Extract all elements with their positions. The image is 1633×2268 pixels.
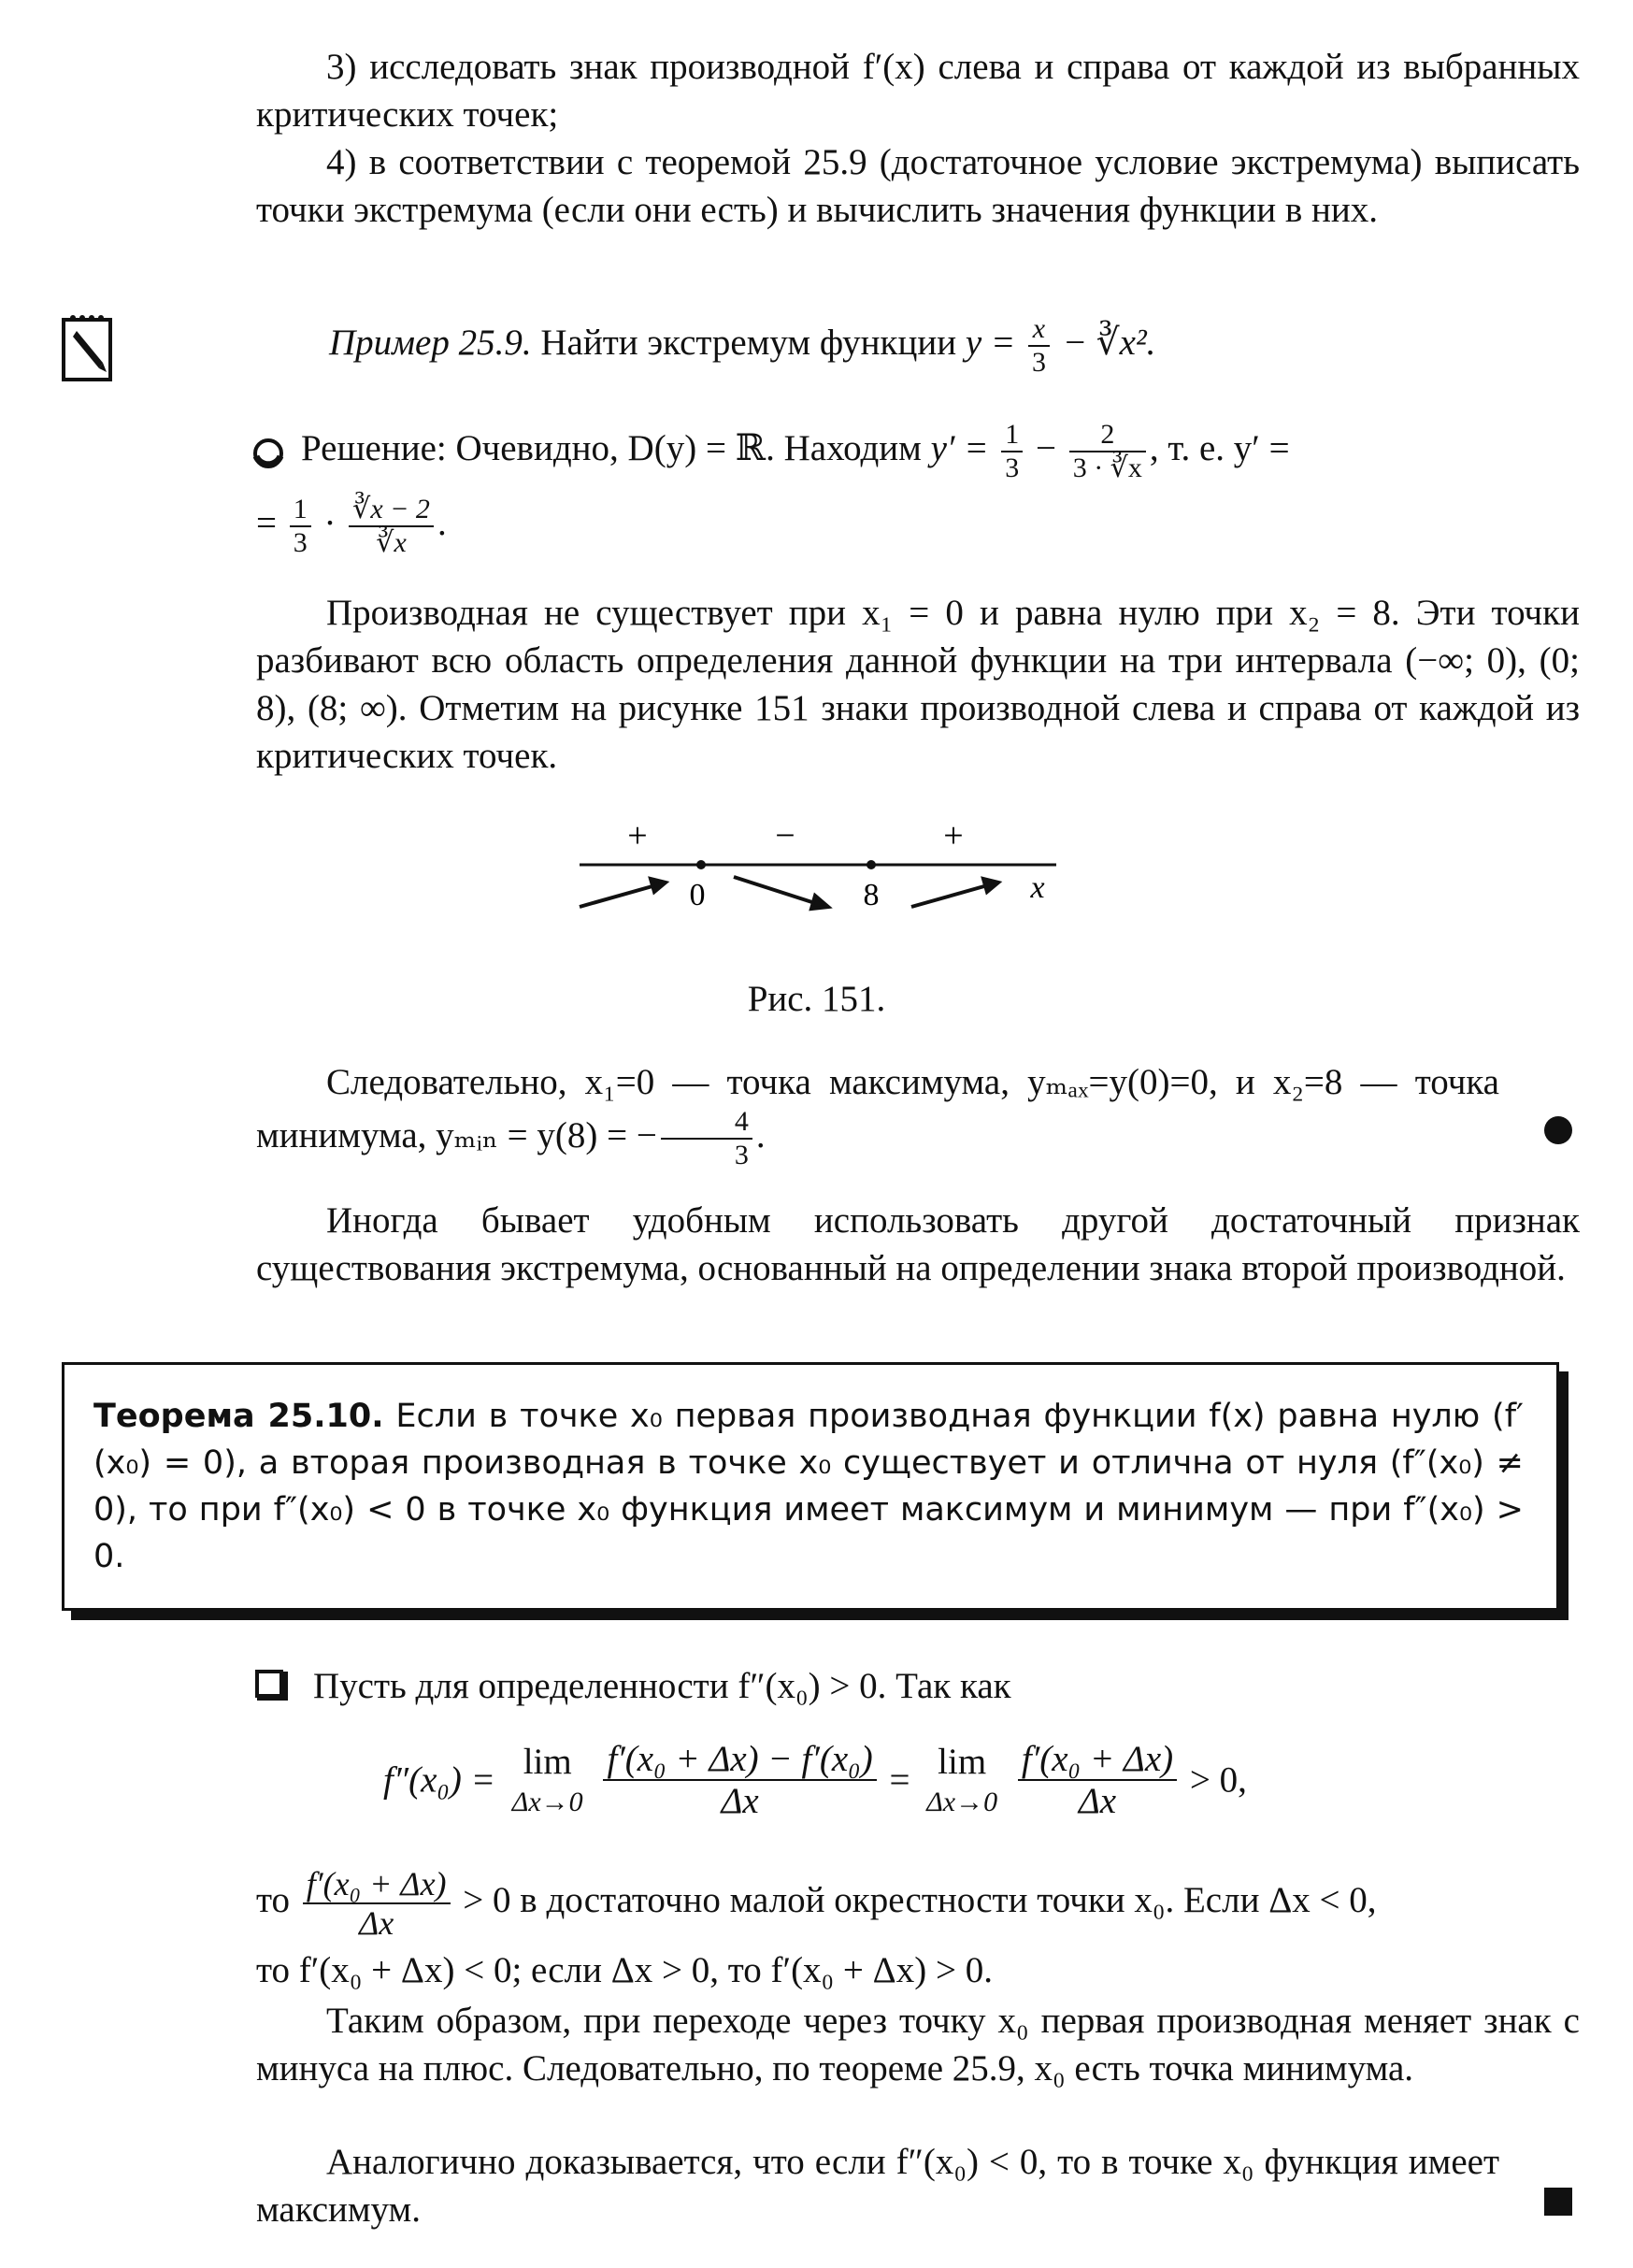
proof-paragraph-2: Таким образом, при переходе через точку x₀ первая производная меняет знак с минуса на плюс. Следовательно, по теореме 25.9, x₀ есть точка минимума. — [256, 2001, 1580, 2089]
figure-caption: Рис. 151. — [747, 979, 886, 1019]
example-fraction: $\frac{x}{3}$ — [1028, 313, 1050, 379]
label-0: 0 — [689, 878, 706, 912]
solution-minus: − — [1036, 427, 1057, 468]
solution-line-1 — [301, 419, 1580, 494]
proof-line-next: то f′(x₀ + Δx) < 0; если Δx > 0, то f′(x₀ + Δx) > 0. — [256, 1950, 993, 1990]
end-of-proof-square-icon — [1544, 2188, 1572, 2216]
proof-rest-1: > 0 в достаточно малой окрестности точки x₀. Если Δx < 0, — [463, 1879, 1377, 1920]
conclusion-end: . — [755, 1114, 766, 1156]
step-3: 3) исследовать знак производной f′(x) слева и справа от каждой из выбранных критических точек; — [256, 47, 1580, 135]
example-line — [329, 313, 1572, 379]
proof-frac-c: $\frac{\text{f′(x₀ + Δx)}}{\Delta x}$ — [303, 1865, 451, 1942]
proof-to: то — [256, 1879, 291, 1920]
formula-lhs: f″(x₀) = — [383, 1759, 495, 1801]
proof-display-formula — [383, 1739, 1505, 1842]
arrowhead-3 — [983, 879, 998, 892]
point-8 — [867, 860, 876, 869]
solution-te: , т. е. y′ = — [1149, 427, 1290, 468]
solution-frac-1: $\frac{1}{3}$ — [1001, 419, 1023, 484]
conclusion — [256, 1058, 1499, 1171]
sign-1: + — [627, 816, 648, 855]
arrowhead-1 — [651, 879, 666, 892]
proof-start-icon — [254, 1669, 288, 1702]
theorem-body: Если в точке x₀ первая производная функции f(x) равна нулю (f′(x₀) = 0), а вторая производная в точке x₀ существует и отлична от нуля (f″(x₀) ≠ 0), то при f″(x₀) < 0 в точке x₀ функция имеет максимум и минимум — при f″(x₀) > 0. — [93, 1398, 1524, 1575]
limit-1: lim Δx→0 — [511, 1742, 583, 1817]
arrow-up-2 — [911, 884, 991, 907]
figure-151-sign-chart — [561, 813, 1066, 916]
formula-gt: > 0, — [1189, 1759, 1247, 1801]
axis-label-x: x — [1030, 870, 1045, 905]
example-formula-tail: − ∛x². — [1062, 322, 1156, 363]
intro-second-criterion: Иногда бывает удобным использовать другой достаточный признак существования экстремума, основанный на определении знака второй производной. — [256, 1200, 1580, 1288]
proof-line-1: Пусть для определенности f″(x₀) > 0. Так как — [313, 1666, 1011, 1706]
end-of-solution-dot-icon — [1542, 1114, 1574, 1146]
solution-dot: · — [323, 502, 337, 543]
proof-line-fraction — [256, 1865, 1580, 1949]
arrow-up-1 — [580, 884, 659, 907]
theorem-25-10 — [93, 1393, 1524, 1580]
sign-2: − — [775, 816, 795, 855]
point-0 — [696, 860, 706, 869]
example-formula-lhs: y = — [965, 322, 1016, 363]
conclusion-text: Следовательно, x₁=0 — точка максимума, yₘₐₓ=y(0)=0, и x₂=8 — точка минимума, yₘᵢₙ = y(8) = − — [256, 1062, 1499, 1156]
limit-2: lim Δx→0 — [926, 1742, 998, 1817]
solution-period: . — [437, 502, 447, 543]
solution-frac-3: $\frac{1}{3}$ — [290, 494, 311, 559]
arrow-down — [734, 877, 821, 905]
formula-eq: = — [889, 1759, 910, 1801]
solution-frac-2: $\frac{2}{3 \cdot ∛x}$ — [1069, 419, 1146, 484]
arrowhead-2 — [811, 896, 828, 909]
formula-frac-b: $\frac{\text{f′(x₀ + Δx)}}{\Delta x}$ — [1018, 1739, 1177, 1821]
notepad-pencil-icon — [60, 310, 116, 383]
example-label: Пример 25.9. — [329, 322, 532, 363]
conclusion-fraction: $\frac{4}{3}$ — [661, 1106, 752, 1171]
solution-start-icon — [252, 438, 284, 469]
solution-intro: Решение: Очевидно, D(y) = ℝ. Находим — [301, 427, 922, 468]
proof-paragraph-3: Аналогично доказывается, что если f″(x₀) < 0, то в точке x₀ функция имеет максимум. — [256, 2142, 1499, 2230]
solution-line-2 — [256, 494, 1580, 568]
label-8: 8 — [863, 878, 880, 912]
solution-eq: = — [256, 502, 277, 543]
solution-frac-4: $\frac{∛x - 2}{∛x}$ — [349, 494, 434, 559]
step-4: 4) в соответствии с теоремой 25.9 (достаточное условие экстремума) выписать точки экстремума (если они есть) и вычислить значения функции в них. — [256, 142, 1580, 230]
solution-paragraph: Производная не существует при x₁ = 0 и равна нулю при x₂ = 8. Эти точки разбивают всю область определения данной функции на три интервала (−∞; 0), (0; 8), (8; ∞). Отметим на рисунке 151 знаки производной слева и справа от каждой из критических точек. — [256, 593, 1580, 776]
formula-frac-a: $\frac{\text{f′(x₀ + Δx) − f′(x₀)}}{\Delta x}$ — [603, 1739, 876, 1821]
sign-3: + — [943, 816, 964, 855]
theorem-label: Теорема 25.10. — [93, 1398, 384, 1435]
solution-yprime: y′ = — [930, 427, 989, 468]
example-text: Найти экстремум функции — [540, 322, 957, 363]
